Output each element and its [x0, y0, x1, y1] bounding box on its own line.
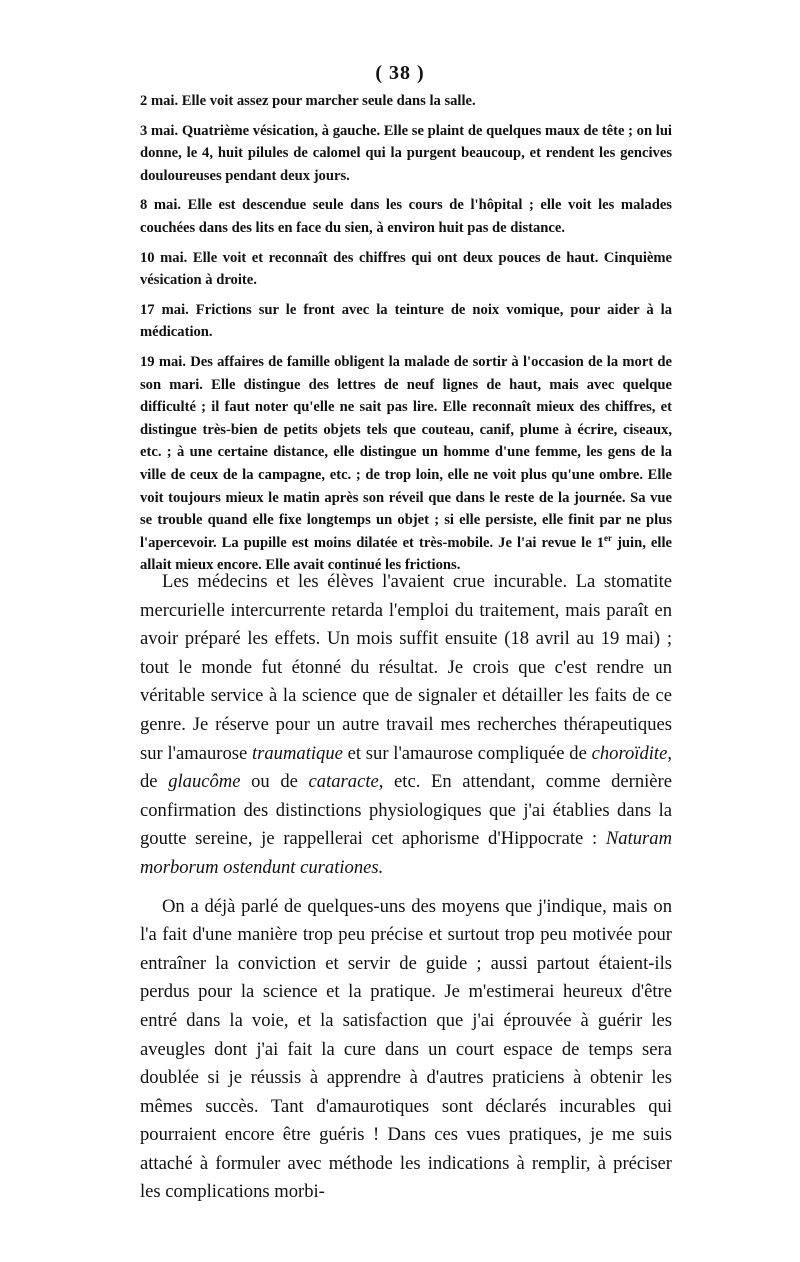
note-text: Quatrième vésication, à gauche. Elle se plaint de quelques maux de tête ; on lui donne, le 4, huit pilules de calomel qui la purgent beaucoup, et rendent les gencives douloureuses pendant deux jours. — [140, 122, 672, 184]
italic-term: traumatique — [251, 742, 343, 764]
note-date: 2 mai. — [140, 93, 179, 109]
note-text: Frictions sur le front avec la teinture de noix vomique, pour aider à la médication. — [140, 301, 673, 341]
italic-term: choroïdite — [591, 742, 668, 764]
note-entry — [140, 194, 672, 239]
note-entry — [140, 120, 672, 188]
note-text: Des affaires de famille obligent la malade de sortir à l'occasion de la mort de son mari. Elle distingue des lettres de neuf lignes de haut, mais avec quelque difficulté ; il faut noter qu'elle ne sait pas lire. Elle reconnaît mieux des chiffres, et distingue très-bien de petits objets tels que couteau, canif, plume à écrire, ciseaux, etc. ; à une certaine distance, elle distingue un homme d'une femme, les gens de la ville de ceux de la campagne, etc. ; de trop loin, elle ne voit plus qu'une ombre. Elle voit toujours mieux le matin après son réveil que dans le reste de la journée. Sa vue se trouble quand elle fixe longtemps un objet ; si elle persiste, elle finit par ne plus l'apercevoir. La pupille est moins dilatée et très-mobile. Je l'ai revue le — [140, 353, 672, 551]
text-run: ou de — [240, 771, 309, 793]
text-run: Les médecins et les élèves l'avaient crue incurable. La stomatite mercurielle intercurrente retarda l'emploi du traitement, mais paraît en avoir préparé les effets. Un mois suffit ensuite (18 avril au 19 mai) ; tout le monde fut étonné du résultat. Je crois que c'est rendre un véritable service à la science que de signaler et détailler les faits de ce genre. Je réserve pour un autre travail mes recherches thérapeutiques sur l'amaurose — [140, 571, 672, 764]
text-run: , de — [140, 742, 672, 793]
note-entry — [140, 299, 672, 344]
paragraph-2: On a déjà parlé de quelques-uns des moyens que j'indique, mais on l'a fait d'une manière trop peu précise et surtout trop peu motivée pour entraîner la conviction et servir de guide ; aussi partout étaient-ils perdus pour la science et la pratique. Je m'estimerai heureux d'être entré dans la voie, et la satisfaction que j'ai éprouvée à guérir les aveugles dont j'ai fait la cure dans un court espace de temps sera doublée si je réussis à apprendre à d'autres praticiens à obtenir les mêmes succès. Tant d'amaurotiques sont déclarés incurables qui pourraient encore être guéris ! Dans ces vues pratiques, je me suis attaché à formuler avec méthode les indications à remplir, à préciser les complications morbi- — [140, 895, 672, 1203]
note-date: 17 mai. — [140, 301, 189, 318]
italic-term: cataracte — [308, 771, 379, 793]
latin-aphorism: Naturam morborum ostendunt curationes. — [140, 828, 672, 878]
note-entry — [140, 351, 672, 577]
page-number: ( 38 ) — [375, 62, 425, 84]
note-superscript: er — [604, 532, 613, 543]
note-text-continued: juin, elle allait mieux encore. Elle avait continué les frictions. — [140, 534, 672, 574]
note-date: 19 mai. — [140, 353, 186, 370]
text-run: et sur l'amaurose compliquée de — [342, 742, 592, 764]
note-ordinal-number: 1 — [596, 534, 605, 551]
note-text: Elle voit et reconnaît des chiffres qui ont deux pouces de haut. Cinquième vésication à droite. — [140, 249, 672, 289]
paragraph-1 — [140, 568, 672, 883]
clinical-notes — [140, 90, 672, 584]
note-entry — [140, 247, 672, 292]
italic-term: glaucôme — [168, 771, 241, 793]
note-text: Elle est descendue seule dans les cours de l'hôpital ; elle voit les malades couchées dans des lits en face du sien, à environ huit pas de distance. — [140, 197, 672, 236]
text-run: , etc. En attendant, comme dernière confirmation des distinctions physiologiques que j'ai établies dans la goutte sereine, je rappellerai cet aphorisme d'Hippocrate : — [140, 771, 672, 850]
note-date: 3 mai. — [140, 122, 179, 139]
note-entry — [140, 90, 672, 113]
note-text: Elle voit assez pour marcher seule dans la salle. — [178, 93, 476, 109]
note-date: 10 mai. — [140, 249, 188, 266]
body-text — [140, 568, 672, 1207]
note-date: 8 mai. — [140, 197, 182, 214]
